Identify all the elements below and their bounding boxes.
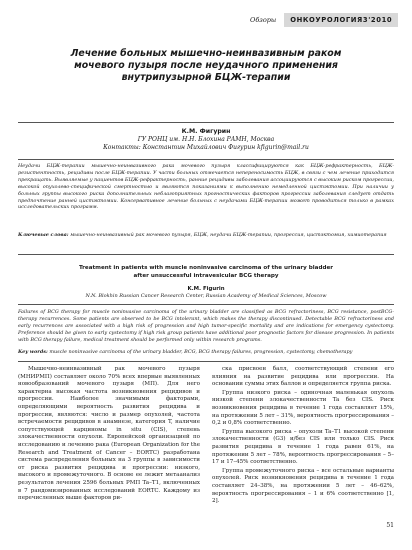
paragraph: Группа низкого риска – одиночная маленькая опухоль низкой степени злокачественности Ta без CIS. Риск возникновения рецидива в течение 1 года составляет 15%, на протяжении 5 лет – 31%, вероятность прогрессирования – 0,2 и 0,8% соответственно. bbox=[212, 389, 394, 427]
english-author-block bbox=[18, 286, 394, 300]
divider bbox=[18, 122, 394, 123]
title-en-line: after unsuccessful intravesicular BCG therapy bbox=[133, 273, 279, 279]
body-column-left bbox=[18, 366, 200, 503]
page-number: 51 bbox=[386, 522, 394, 529]
paragraph: Группа промежуточного риска – все остальные варианты опухолей. Риск возникновения рецидива в течение 1 года составляет 24–38%, на протяжении 5 лет – 46–62%, вероятность прогрессирования – 1 и 6% соответственно [1, 2]. bbox=[212, 467, 394, 505]
affiliation-en: N.N. Blokhin Russian Cancer Research Center, Russian Academy of Medical Sciences, Moscow bbox=[85, 293, 327, 299]
title-en-line: Treatment in patients with muscle noninvasive carcinoma of the urinary bladder bbox=[78, 265, 334, 271]
title-line: мочевого пузыря после неудачного применения bbox=[74, 60, 338, 72]
body-column-right bbox=[212, 366, 394, 506]
journal-name: ОНКОУРОЛОГИЯ bbox=[290, 16, 363, 24]
author-block bbox=[18, 128, 394, 152]
paragraph: ска присвоен балл, соответствующий степени его влияния на развитие рецидива или прогрессии. На основании суммы этих баллов и определяется группа риска. bbox=[212, 366, 394, 388]
english-title bbox=[30, 264, 382, 280]
title-line: внутрипузырной БЦЖ-терапии bbox=[121, 72, 291, 84]
divider bbox=[18, 159, 394, 160]
article-title bbox=[30, 48, 382, 85]
divider bbox=[18, 304, 394, 305]
author-name-en: K.M. Figurin bbox=[187, 286, 225, 292]
abstract-en: Failures of BCG therapy for muscle noninvasive carcinoma of the urinary bladder are classified as BCG refractoriness, BCG resistance, postBCG-therapy recurrences. Some patients are observed to be BCG intolerant, which makes the therapy discontinued. Detectable BCG refractoriness and early recurrences are associated with a high risk of progression and high tumor-specific mortality and are indications for emergency cystectomy. Preference should be given to early cystectomy if high risk group patients have additional poor prognostic factors for disease progression. In patients with BCG therapy failure, medical treatment should be performed only within research programs. bbox=[18, 309, 394, 343]
title-line: Лечение больных мышечно-неинвазивным раком bbox=[70, 48, 342, 59]
keywords-en bbox=[18, 349, 394, 356]
abstract-ru: Неудачи БЦЖ-терапии мышечно-неинвазивного рака мочевого пузыря классифицируются как БЦЖ-рефрактерность, БЦЖ-резистентность, рецидивы после БЦЖ-терапии. У части больных отмечается непереносимость БЦЖ, в связи с чем лечение приходится прекращать. Выявляемые у пациентов БЦЖ-рефрактерность, ранние рецидивы заболевания ассоциируются с высоким риском прогрессии, высокой опухолево-специфической смертностью и являются показаниями к выполнению немедленной цистэктомии. При наличии у больных группы высокого риска дополнительных неблагоприятных прогностических факторов прогрессии заболевания следует отдать предпочтение ранней цистэктомии. Консервативное лечение больных с неудачами БЦЖ-терапии может проводиться только в рамках исследовательских программ. bbox=[18, 163, 394, 211]
keywords-ru-text: мышечно-неинвазивный рак мочевого пузыря, БЦЖ, неудачи БЦЖ-терапии, прогрессия, цистэктомия, химиотерапия bbox=[70, 232, 387, 238]
divider bbox=[18, 361, 394, 362]
divider bbox=[18, 254, 394, 255]
issue-number: 3'2010 bbox=[362, 16, 393, 24]
keywords-ru-label: Ключевые слова: bbox=[18, 232, 69, 238]
section-label: Обзоры bbox=[250, 16, 277, 24]
paragraph: Группа высокого риска – опухоли Ta–T1 высокой степени злокачественности (G3) и/без CIS или только CIS. Риск развития рецидива в течение 1 года равен 61%, на протяжении 5 лет – 78%, вероятность прогрессирования – 5–17 и 17–45% соответственно. bbox=[212, 428, 394, 466]
contacts: Контакты: Константин Михайлович Фигурин kfigurin@mail.ru bbox=[103, 144, 309, 151]
author-name: К.М. Фигурин bbox=[181, 128, 231, 135]
keywords-en-label: Key words: bbox=[18, 349, 48, 355]
keywords-ru bbox=[18, 232, 394, 239]
running-header bbox=[250, 12, 394, 28]
keywords-en-text: muscle noninvasive carcinoma of the urinary bladder, BCG, BCG therapy failures, progression, cystectomy, chemotherapy bbox=[49, 349, 353, 355]
affiliation: ГУ РОНЦ им. Н.Н. Блохина РАМН, Москва bbox=[137, 136, 275, 143]
paragraph: Мышечно-неинвазивный рак мочевого пузыря (МНИРМП) составляет около 70% всех впервые выявленных новообразований мочевого пузыря (МП). Для него характерна высокая частота возникновения рецидивов и прогрессии. Наиболее значимыми факторами, определяющими вероятность развития рецидива и прогрессии, являются: число и размер опухолей, частота встречаемости рецидивов в анамнезе, категория T, наличие сопутствующей карциномы in situ (CIS), степень злокачественности опухоли. Европейской организацией по исследованию и лечению рака (European Organization for the Research and Treatment of Cancer – EORTC) разработана система распределения больных на 3 группы в зависимости от риска развития рецидива и прогрессии: низкого, высокого и промежуточного. В основе ее лежит метаанализ результатов лечения 2596 больных РМП Ta–T1, включенных в 7 рандомизированных исследований EORTC. Каждому из перечисленных выше факторов ри- bbox=[18, 366, 200, 502]
journal-band bbox=[284, 13, 398, 27]
